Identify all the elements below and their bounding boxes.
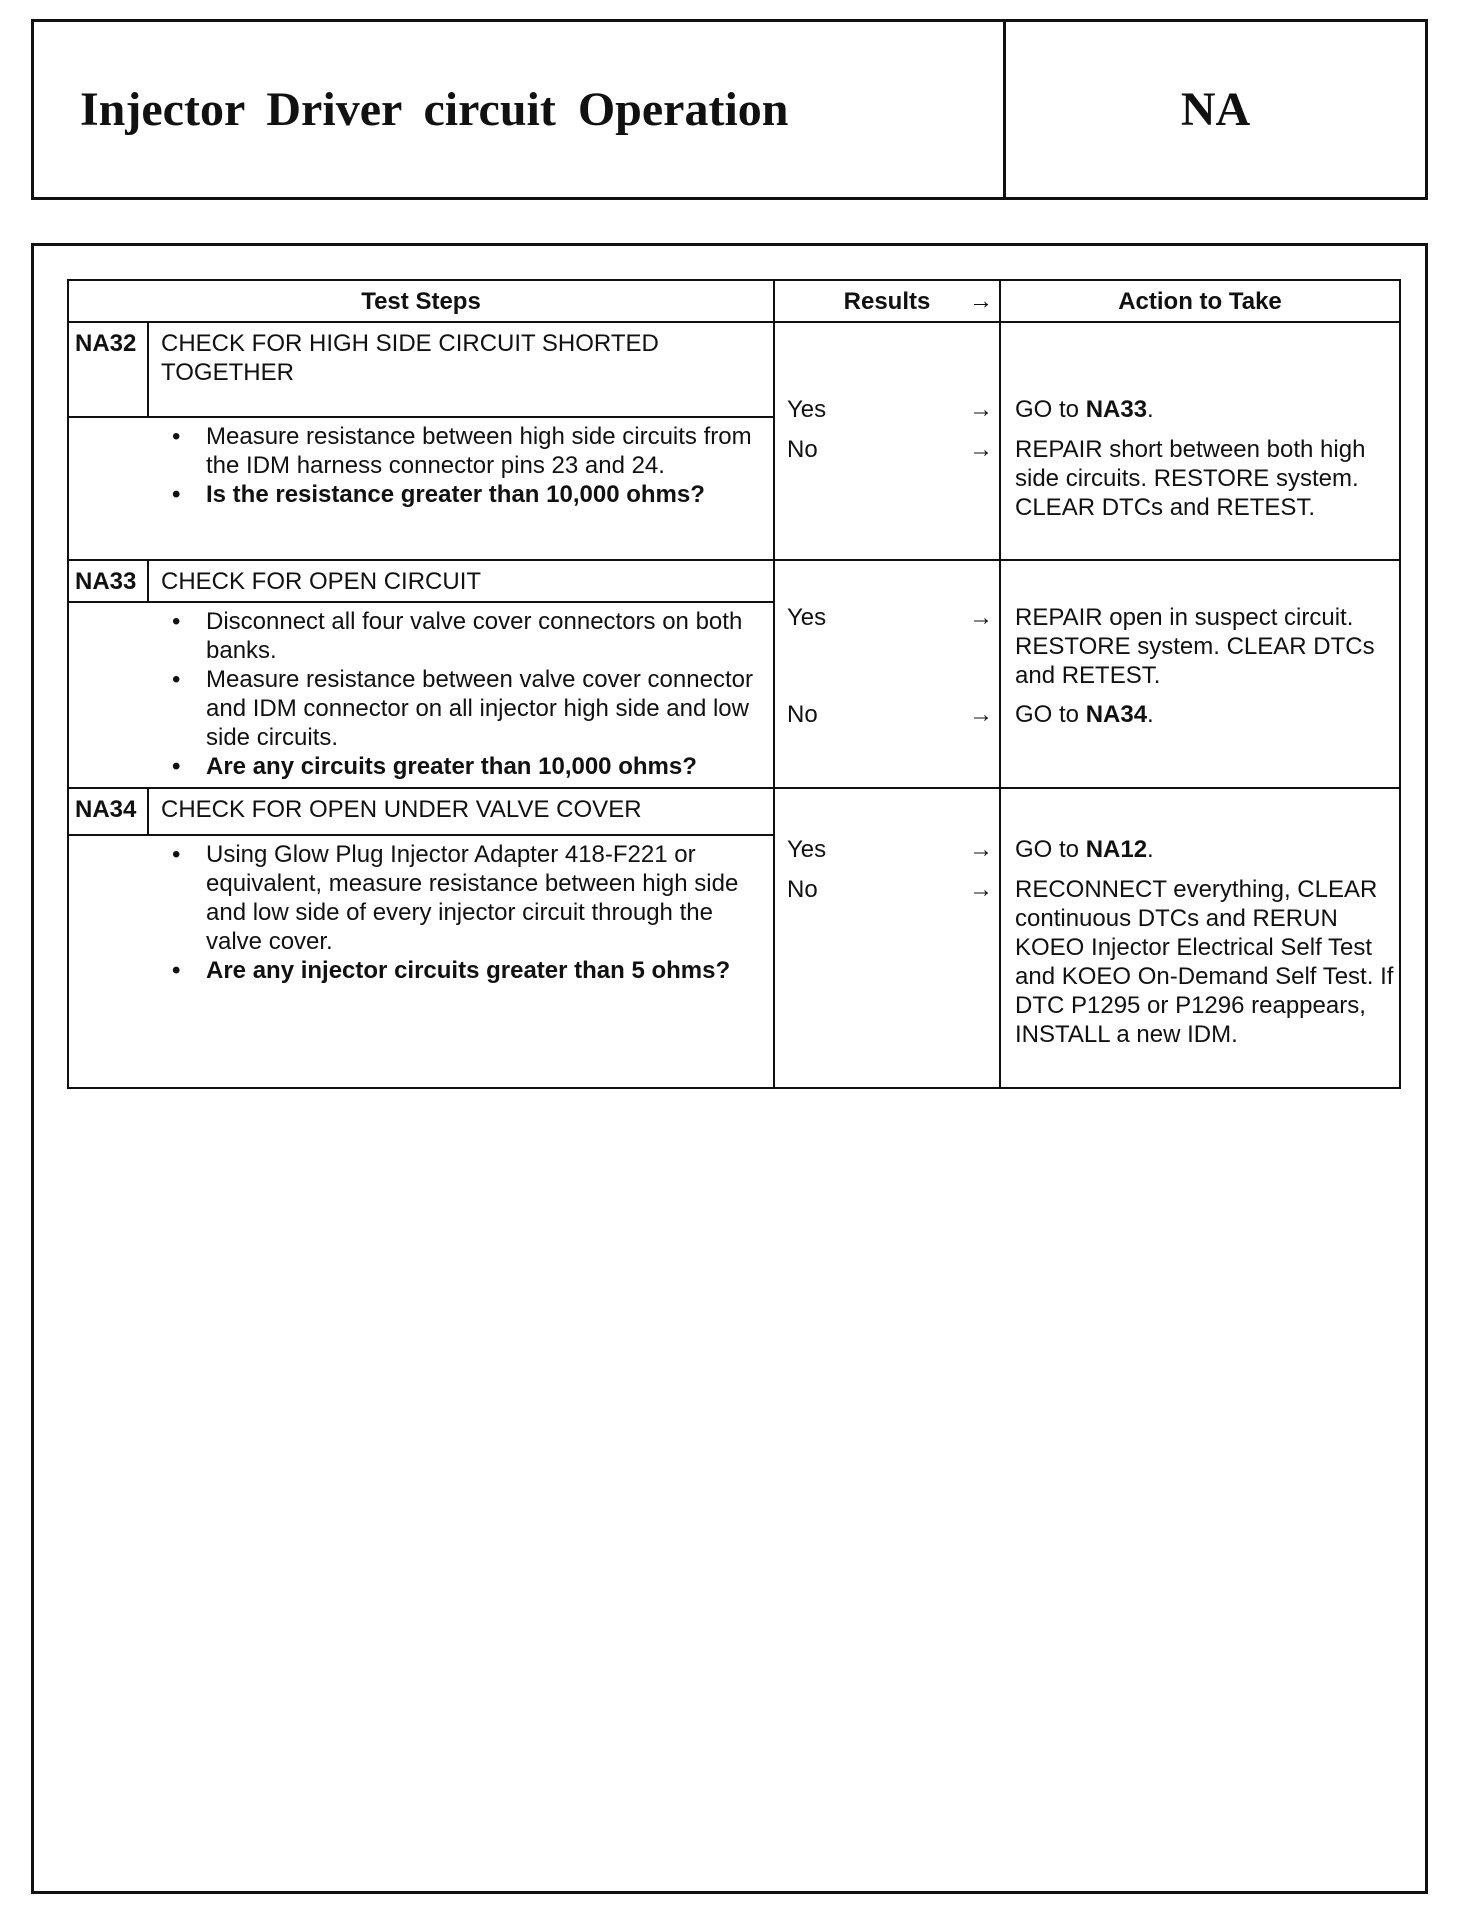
result-line — [787, 603, 993, 632]
step-title-row — [68, 560, 1400, 602]
result-line — [787, 835, 993, 864]
arrow-right-icon: → — [969, 836, 993, 863]
step-results — [774, 322, 1000, 560]
result-line — [787, 435, 993, 464]
arrow-right-icon: → — [969, 604, 993, 631]
arrow-right-icon: → — [969, 876, 993, 903]
list-item: • Are any circuits greater than 10,000 ohms? — [172, 752, 697, 780]
list-item: • Is the resistance greater than 10,000 ohms? — [172, 481, 705, 509]
result-label: Yes — [787, 396, 827, 423]
step-code: NA33 — [68, 560, 148, 602]
arrow-right-icon: → — [969, 287, 993, 315]
action-text: GO to NA33. — [1015, 396, 1154, 423]
action-text: RECONNECT everything, CLEAR continuous DTCs and RERUN KOEO Injector Electrical Self Test and KOEO On-Demand Self Test. If DTC P1295 or P1296 reappears, INSTALL a new IDM. — [1015, 876, 1394, 1048]
result-line — [787, 700, 993, 729]
result-line — [787, 395, 993, 424]
test-steps-table — [67, 279, 1401, 1089]
table-header-row — [68, 280, 1400, 322]
result-label: Yes — [787, 604, 827, 631]
step-title-row — [68, 788, 1400, 835]
result-line — [787, 875, 993, 904]
step-results — [774, 560, 1000, 788]
step-results — [774, 788, 1000, 1088]
step-code: NA32 — [68, 322, 148, 417]
list-item: • Disconnect all four valve cover connectors on both banks. — [172, 607, 743, 664]
list-item: • Are any injector circuits greater than 5 ohms? — [172, 956, 731, 984]
list-item: • Measure resistance between valve cover connector and IDM connector on all injector high side and low side circuits. — [172, 665, 753, 751]
step-instructions — [148, 602, 774, 788]
step-title: CHECK FOR OPEN UNDER VALVE COVER — [148, 788, 774, 835]
result-label: No — [787, 436, 818, 463]
column-header-results — [774, 280, 1000, 322]
arrow-right-icon: → — [969, 701, 993, 728]
step-instructions — [148, 835, 774, 1088]
step-code-spacer — [68, 835, 148, 1088]
step-instructions — [148, 417, 774, 560]
action-text: REPAIR short between both high side circuits. RESTORE system. CLEAR DTCs and RETEST. — [1015, 436, 1366, 521]
list-item: • Measure resistance between high side circuits from the IDM harness connector pins 23 and 24. — [172, 423, 752, 480]
step-title-row — [68, 322, 1400, 417]
result-label: Yes — [787, 836, 827, 863]
step-title: CHECK FOR OPEN CIRCUIT — [148, 560, 774, 602]
step-actions — [1000, 560, 1400, 788]
action-text: GO to NA12. — [1015, 836, 1154, 863]
step-code: NA34 — [68, 788, 148, 835]
result-label: No — [787, 701, 818, 728]
action-text: GO to NA34. — [1015, 701, 1154, 728]
column-header-test-steps: Test Steps — [68, 280, 774, 322]
step-actions — [1000, 788, 1400, 1088]
section-code: NA — [1180, 83, 1251, 136]
list-item: • Using Glow Plug Injector Adapter 418-F221 or equivalent, measure resistance between high side and low side of every injector circuit through the valve cover. — [172, 840, 739, 955]
result-label: No — [787, 876, 818, 903]
content-box — [31, 243, 1428, 1894]
action-text: REPAIR open in suspect circuit. RESTORE system. CLEAR DTCs and RETEST. — [1015, 604, 1375, 689]
step-code-spacer — [68, 602, 148, 788]
header-box — [31, 19, 1428, 200]
step-title: CHECK FOR HIGH SIDE CIRCUIT SHORTED TOGETHER — [148, 322, 774, 417]
arrow-right-icon: → — [969, 396, 993, 423]
step-actions — [1000, 322, 1400, 560]
arrow-right-icon: → — [969, 436, 993, 463]
results-header-label: Results — [843, 287, 931, 315]
column-header-action: Action to Take — [1000, 280, 1400, 322]
page-title: Injector Driver circuit Operation — [34, 22, 1006, 197]
step-code-spacer — [68, 417, 148, 560]
